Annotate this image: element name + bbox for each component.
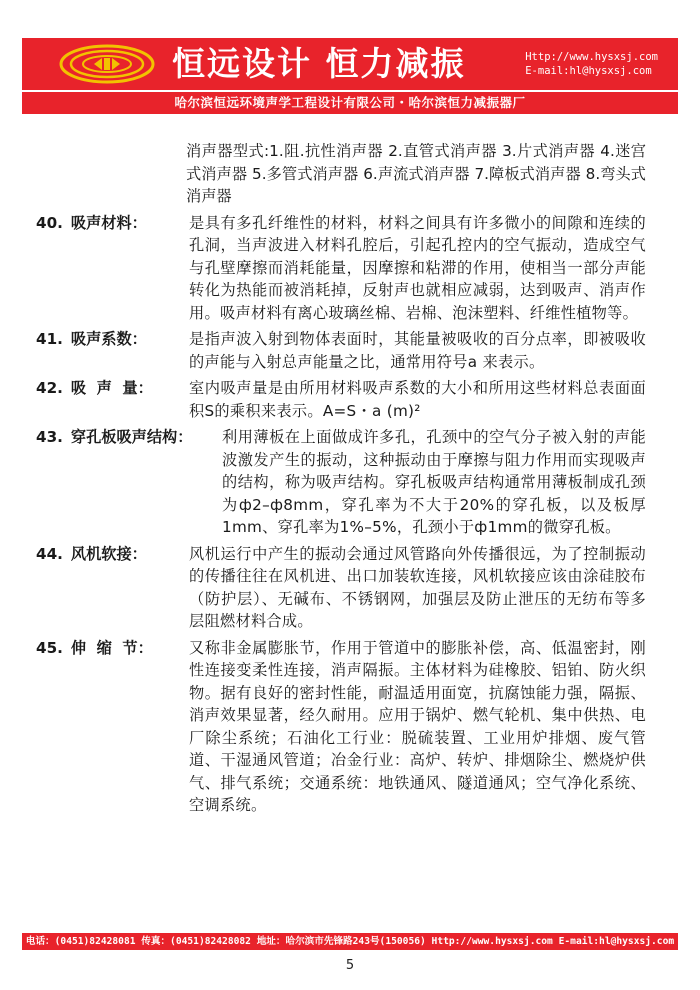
header-email[interactable]: E-mail:hl@hysxsj.com bbox=[525, 65, 652, 77]
header-contact bbox=[525, 50, 658, 78]
footer-contact-bar: 电话：(0451)82428081 传真：(0451)82428082 地址：哈尔滨市先锋路243号(150056) Http://www.hysxsj.com E-mail:hl@hysxsj.com bbox=[22, 933, 678, 950]
entry-description: 是指声波入射到物体表面时，其能量被吸收的百分点率，即被吸收的声能与入射总声能量之比，通常用符号a 来表示。 bbox=[189, 330, 646, 371]
silencer-types-text: 消声器型式:1.阻.抗性消声器 2.直管式消声器 3.片式消声器 4.迷宫式消声器 5.多管式消声器 6.声流式消声器 7.障板式消声器 8.弯头式消声器 bbox=[186, 142, 646, 205]
entry-description: 又称非金属膨胀节，作用于管道中的膨胀补偿，高、低温密封，刚性连接变柔性连接，消声隔振。主体材料为硅橡胶、铝铂、防火织物。据有良好的密封性能，耐温适用面宽，抗腐蚀能力强，隔振、消声效果显著，经久耐用。应用于锅炉、燃气轮机、集中供热、电厂除尘系统；石油化工行业：脱硫装置、工业用炉排烟、废气管道、干湿通风管道；冶金行业：高炉、转炉、排烟除尘、燃烧炉供气、排气系统；交通系统：地铁通风、隧道通风；空气净化系统、空调系统。 bbox=[189, 638, 646, 814]
entry-term: 41. 吸声系数： bbox=[36, 330, 147, 348]
header-website[interactable]: Http://www.hysxsj.com bbox=[525, 51, 658, 63]
entry-description: 室内吸声量是由所用材料吸声系数的大小和所用这些材料总表面面积S的乘积来表示。A=S・a (m)² bbox=[189, 379, 646, 420]
entry-44 bbox=[36, 543, 646, 633]
entry-term: 44. 风机软接： bbox=[36, 544, 147, 563]
entry-43 bbox=[36, 426, 646, 539]
entry-description: 风机运行中产生的振动会通过风管路向外传播很远，为了控制振动的传播往往在风机进、出口加装软连接，风机软接应该由涂硅胶布（防护层）、无碱布、不锈钢网，加强层及防止泄压的无纺布等多层阻燃材料合成。 bbox=[189, 544, 646, 630]
entry-term: 45. 伸 缩 节： bbox=[36, 638, 153, 657]
document-body bbox=[36, 140, 646, 817]
entry-42 bbox=[36, 377, 646, 422]
entry-description: 利用薄板在上面做成许多孔，孔颈中的空气分子被入射的声能波激发产生的振动，这种振动由于摩擦与阻力作用而实现吸声的结构，称为吸声结构。穿孔板吸声结构通常用薄板制成孔颈为ф2–ф8mm，穿孔率为不大于20%的穿孔板，以及板厚1mm、穿孔率为1%–5%，孔颈小于ф1mm的微穿孔板。 bbox=[222, 428, 646, 536]
company-name-bar: 哈尔滨恒远环境声学工程设计有限公司・哈尔滨恒力减振器厂 bbox=[22, 92, 678, 114]
company-logo bbox=[58, 44, 156, 84]
entry-term: 42. 吸 声 量： bbox=[36, 379, 153, 397]
entry-term: 43. 穿孔板吸声结构： bbox=[36, 428, 193, 446]
entry-45 bbox=[36, 637, 646, 817]
entry-40 bbox=[36, 212, 646, 325]
page-number: 5 bbox=[345, 958, 355, 973]
brand-slogan: 恒远设计 恒力减振 bbox=[172, 44, 466, 83]
entry-description: 是具有多孔纤维性的材料，材料之间具有许多微小的间隙和连续的孔洞，当声波进入材料孔腔后，引起孔控内的空气振动，造成空气与孔壁摩擦而消耗能量，因摩擦和粘滞的作用，使相当一部分声能转化为热能而被消耗掉，反射声也就相应减弱，达到吸声、消声作用。吸声材料有离心玻璃丝棉、岩棉、泡沫塑料、纤维性植物等。 bbox=[189, 213, 646, 322]
entry-41 bbox=[36, 328, 646, 373]
entry-term: 40. 吸声材料： bbox=[36, 213, 147, 232]
header-banner bbox=[22, 38, 678, 90]
